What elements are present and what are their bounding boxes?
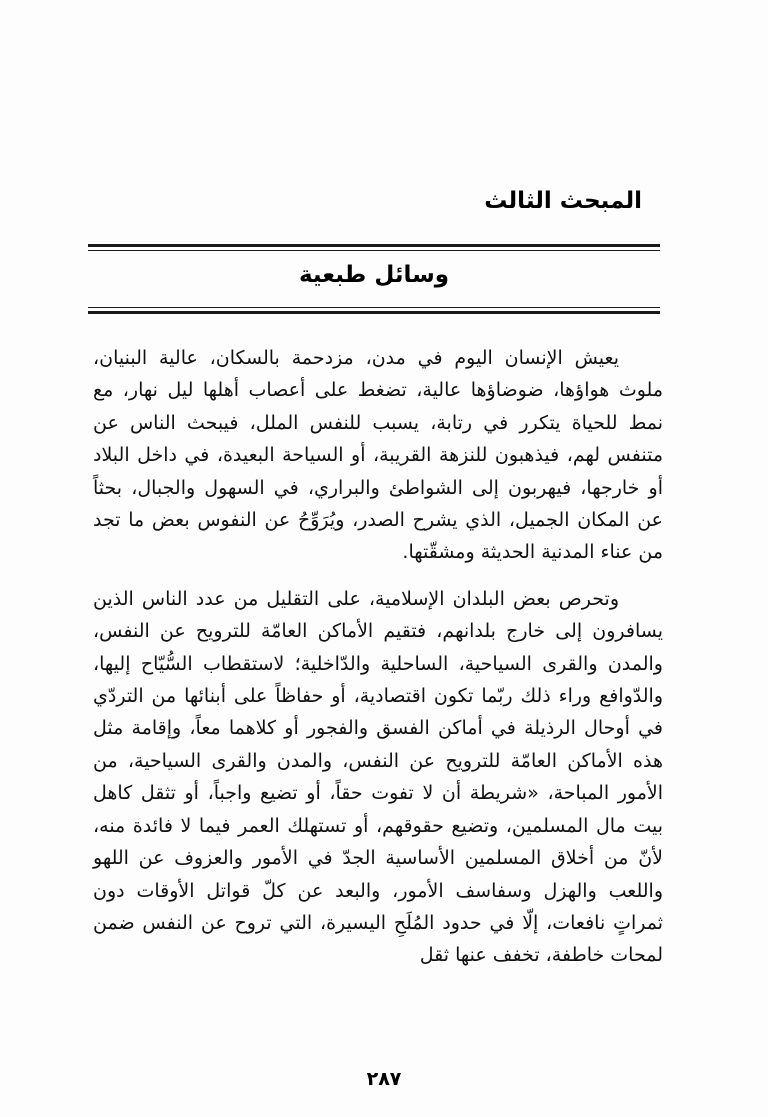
title-rule-bottom-thin [88,307,660,308]
title-rule-top-thick [88,244,660,247]
paragraph-2: وتحرص بعض البلدان الإسلامية، على التقليل من عدد الناس الذين يسافرون إلى خارج بلدانهم، فتقيم الأماكن العامّة للترويح عن النفس، والمدن والقرى السياحية، الساحلية والدّاخلية؛ لاستقطاب السُّيّاح إليها، والدّوافع وراء ذلك ربّما تكون اقتصادية، أو حفاظاً على أبنائها من التردّي في أوحال الرذيلة في أماكن الفسق والفجور أو كلاهما معاً، وإقامة مثل هذه الأماكن العامّة للترويح عن النفس، والمدن والقرى السياحية، من الأمور المباحة، «شريطة أن لا تفوت حقاً، أو تضيع واجباً، أو تثقل كاهل بيت مال المسلمين، وتضيع حقوقهم، أو تستهلك العمر فيما لا فائدة منه، لأنّ من أخلاق المسلمين الأساسية الجدّ في الأمور والعزوف عن اللهو واللعب والهزل وسفاسف الأمور، والبعد عن كلّ قواتل الأوقات دون ثمراتٍ نافعات، إلّا في حدود المُلَحِ اليسيرة، التي تروح عن النفس ضمن لمحات خاطفة، تخفف عنها ثقل [93,587,663,967]
section-heading: المبحث الثالث [484,188,642,214]
body-text [93,342,663,972]
title-rule-bottom-thick [88,311,660,314]
paragraph-1: يعيش الإنسان اليوم في مدن، مزدحمة بالسكان، عالية البنيان، ملوث هواؤها، ضوضاؤها عالية، تضغط على أعصاب أهلها ليل نهار، مع نمط للحياة يتكرر في رتابة، يسبب للنفس الملل، فيبحث الناس عن متنفس لهم، فيذهبون للنزهة القريبة، أو السياحة البعيدة، في داخل البلاد أو خارجها، فيهربون إلى الشواطئ والبراري، في السهول والجبال، بحثاً عن المكان الجميل، الذي يشرح الصدر، ويُرَوِّحُ عن النفوس بعض ما تجد من عناء المدنية الحديثة ومشقّتها. [93,347,663,564]
title-rule-top-thin [88,250,660,251]
page-number: ٢٨٧ [366,1068,402,1090]
chapter-title: وسائل طبعية [298,262,450,288]
